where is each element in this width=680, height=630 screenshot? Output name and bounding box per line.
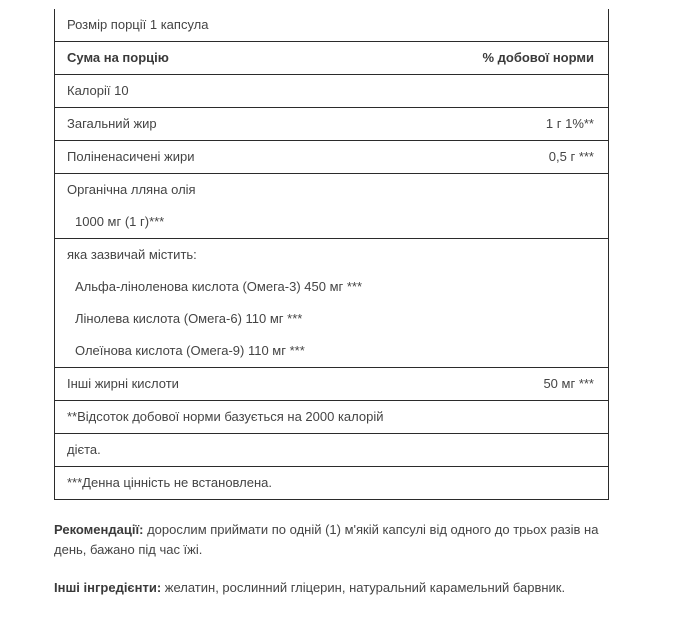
supplement-facts-table <box>54 9 609 500</box>
header-row <box>55 41 608 74</box>
daily-value-footnote-row <box>55 400 608 433</box>
ingredients-text: желатин, рослинний гліцерин, натуральний карамельний барвник. <box>161 580 566 595</box>
contains-label: яка зазвичай містить: <box>67 247 197 262</box>
flaxseed-oil-label: Органічна лляна олія <box>67 182 196 197</box>
total-fat-label: Загальний жир <box>67 116 157 131</box>
not-established-row <box>55 466 608 499</box>
other-fatty-acids-label: Інші жирні кислоти <box>67 376 179 391</box>
daily-value-header: % добової норми <box>482 50 594 65</box>
calories-row <box>55 74 608 107</box>
ingredients-label: Інші інгредієнти: <box>54 580 162 595</box>
total-fat-row <box>55 107 608 140</box>
diet-row <box>55 433 608 466</box>
other-fatty-acids-value: 50 мг *** <box>543 376 594 391</box>
recommendations-text: дорослим приймати по одній (1) м'якій капсулі від одного до трьох разів на день, бажано під час їжі. <box>54 522 599 557</box>
list-item: Олеїнова кислота (Омега-9) 110 мг *** <box>75 343 305 358</box>
total-fat-value: 1 г 1%** <box>545 116 594 131</box>
other-fatty-acids-row <box>55 367 608 400</box>
amount-per-serving-header: Сума на порцію <box>67 50 169 65</box>
ingredients-paragraph <box>54 578 614 598</box>
serving-size-row <box>55 9 608 41</box>
polyunsaturated-fat-value: 0,5 г *** <box>548 149 594 164</box>
not-established-footnote: ***Денна цінність не встановлена. <box>67 475 273 490</box>
serving-size: Розмір порції 1 капсула <box>67 17 209 32</box>
list-item: Лінолева кислота (Омега-6) 110 мг *** <box>75 311 303 326</box>
daily-value-footnote: **Відсоток добової норми базується на 2000 калорій <box>67 409 384 424</box>
polyunsaturated-fat-row <box>55 140 608 173</box>
diet-footnote: дієта. <box>67 442 101 457</box>
recommendations-paragraph <box>54 520 614 560</box>
list-item: Альфа-ліноленова кислота (Омега-3) 450 мг *** <box>75 279 363 294</box>
recommendations-label: Рекомендації: <box>54 522 144 537</box>
polyunsaturated-fat-label: Поліненасичені жири <box>67 149 195 164</box>
product-notes <box>54 520 614 616</box>
calories: Калорії 10 <box>67 83 129 98</box>
contains-row <box>55 238 608 367</box>
flaxseed-oil-amount: 1000 мг (1 г)*** <box>75 214 165 229</box>
flaxseed-oil-row <box>55 173 608 238</box>
